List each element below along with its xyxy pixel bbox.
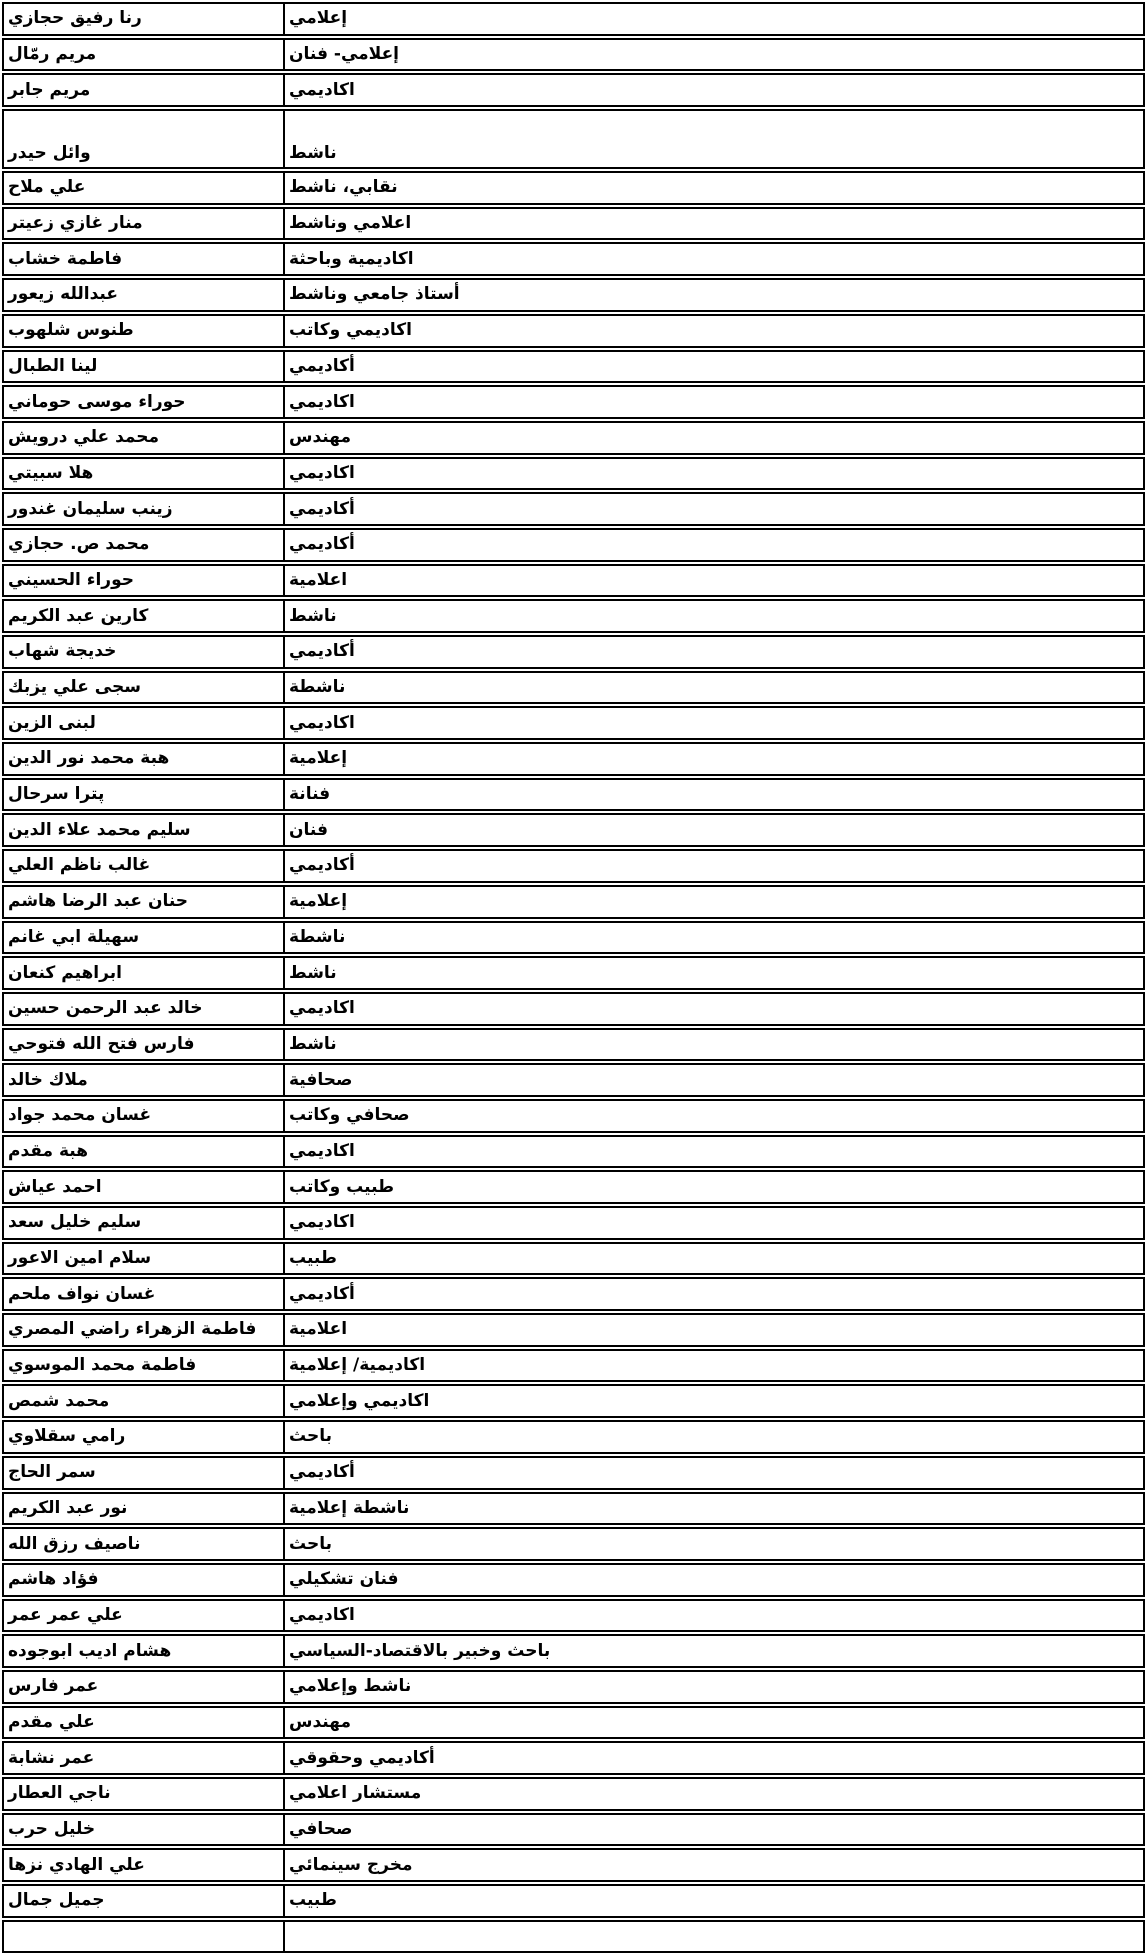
profession-cell: مهندس bbox=[283, 423, 1143, 453]
profession-cell: ناشط bbox=[283, 958, 1143, 988]
table-row bbox=[2, 813, 1145, 847]
table-row bbox=[2, 921, 1145, 955]
name-cell: فاطمة الزهراء راضي المصري bbox=[8, 1319, 257, 1340]
name-cell: علي مقدم bbox=[8, 1711, 95, 1732]
name-cell: حنان عبد الرضا هاشم bbox=[8, 891, 189, 912]
profession-cell: اعلامي وناشط bbox=[283, 209, 1143, 239]
name-cell: سلام امين الاعور bbox=[8, 1248, 152, 1269]
profession-cell: أكاديمي وحقوقي bbox=[283, 1743, 1143, 1773]
table-row bbox=[2, 742, 1145, 776]
table-row bbox=[2, 1420, 1145, 1454]
table-row bbox=[2, 492, 1145, 526]
table-row bbox=[2, 457, 1145, 491]
profession-cell: صحافي bbox=[283, 1815, 1143, 1845]
profession-cell: نقابي، ناشط bbox=[283, 173, 1143, 203]
profession-cell: اكاديمي bbox=[283, 994, 1143, 1024]
table-row bbox=[2, 1527, 1145, 1561]
name-cell: مريم رمّال bbox=[8, 44, 97, 65]
profession-cell: أكاديمي bbox=[283, 851, 1143, 881]
name-cell: هلا سبيتي bbox=[8, 462, 94, 483]
name-cell: حوراء الحسيني bbox=[8, 569, 134, 590]
profession-cell: مخرج سينمائي bbox=[283, 1850, 1143, 1880]
name-cell: فؤاد هاشم bbox=[8, 1569, 99, 1590]
table-row bbox=[2, 314, 1145, 348]
profession-cell: ناشطة إعلامية bbox=[283, 1494, 1143, 1524]
table-row bbox=[2, 350, 1145, 384]
name-cell: ابراهيم كنعان bbox=[8, 962, 122, 983]
name-cell: هشام اديب ابوجوده bbox=[8, 1640, 172, 1661]
table-row bbox=[2, 1277, 1145, 1311]
name-cell: مريم جابر bbox=[8, 79, 91, 100]
name-cell: هبة محمد نور الدين bbox=[8, 748, 170, 769]
profession-cell: باحث bbox=[283, 1422, 1143, 1452]
profession-cell: فنان تشكيلي bbox=[283, 1565, 1143, 1595]
table-row bbox=[2, 599, 1145, 633]
table-row bbox=[2, 1206, 1145, 1240]
name-cell: سليم محمد علاء الدين bbox=[8, 819, 191, 840]
table-row bbox=[2, 1456, 1145, 1490]
table-row bbox=[2, 1741, 1145, 1775]
table-row bbox=[2, 1884, 1145, 1918]
table-row bbox=[2, 1313, 1145, 1347]
name-cell: ناصيف رزق الله bbox=[8, 1533, 141, 1554]
name-cell: خالد عبد الرحمن حسين bbox=[8, 998, 203, 1019]
name-cell: علي ملاح bbox=[8, 177, 86, 198]
profession-cell: مستشار اعلامي bbox=[283, 1779, 1143, 1809]
table-row bbox=[2, 1384, 1145, 1418]
profession-cell: اكاديمي bbox=[283, 1601, 1143, 1631]
name-cell: خليل حرب bbox=[8, 1819, 96, 1840]
name-cell: غسان محمد جواد bbox=[8, 1105, 152, 1126]
table-row bbox=[2, 2, 1145, 36]
name-cell: سمر الحاج bbox=[8, 1462, 96, 1483]
table-row bbox=[2, 885, 1145, 919]
name-cell: جميل جمال bbox=[8, 1890, 105, 1911]
name-cell: محمد ص. حجازي bbox=[8, 534, 150, 555]
profession-cell: اكاديمي bbox=[283, 708, 1143, 738]
table-row bbox=[2, 1848, 1145, 1882]
profession-cell: أكاديمي bbox=[283, 494, 1143, 524]
name-cell: حوراء موسى حوماني bbox=[8, 391, 186, 412]
table-row bbox=[2, 992, 1145, 1026]
table-row bbox=[2, 1063, 1145, 1097]
table-row bbox=[2, 956, 1145, 990]
profession-cell: ناشط وإعلامي bbox=[283, 1672, 1143, 1702]
name-cell: عبدالله زيعور bbox=[8, 284, 118, 305]
profession-cell: طبيب وكاتب bbox=[283, 1172, 1143, 1202]
profession-cell: اكاديمي bbox=[283, 75, 1143, 105]
name-cell: سهيلة ابي غانم bbox=[8, 926, 140, 947]
profession-cell: ناشطة bbox=[283, 673, 1143, 703]
profession-cell: اكاديمي وإعلامي bbox=[283, 1386, 1143, 1416]
profession-cell: ناشطة bbox=[283, 923, 1143, 953]
name-cell: زينب سليمان غندور bbox=[8, 498, 173, 519]
table-row bbox=[2, 1349, 1145, 1383]
profession-cell: إعلامية bbox=[283, 887, 1143, 917]
name-cell: كارين عبد الكريم bbox=[8, 605, 149, 626]
table-row bbox=[2, 528, 1145, 562]
name-cell: فاطمة محمد الموسوي bbox=[8, 1355, 197, 1376]
table-row bbox=[2, 1813, 1145, 1847]
table-row bbox=[2, 1028, 1145, 1062]
table-row bbox=[2, 171, 1145, 205]
name-cell: ناجي العطار bbox=[8, 1783, 111, 1804]
table-row bbox=[2, 1920, 1145, 1953]
name-cell: طنوس شلهوب bbox=[8, 320, 134, 341]
table-row bbox=[2, 1706, 1145, 1740]
name-cell: محمد علي درويش bbox=[8, 427, 160, 448]
profession-cell: إعلامية bbox=[283, 744, 1143, 774]
table-row bbox=[2, 278, 1145, 312]
profession-cell: ناشط bbox=[283, 601, 1143, 631]
table-row bbox=[2, 849, 1145, 883]
name-cell: علي الهادي نزها bbox=[8, 1854, 145, 1875]
profession-cell: اكاديمي bbox=[283, 1137, 1143, 1167]
name-cell: لبنى الزين bbox=[8, 712, 96, 733]
profession-cell: صحافي وكاتب bbox=[283, 1101, 1143, 1131]
profession-cell: طبيب bbox=[283, 1244, 1143, 1274]
table-row bbox=[2, 421, 1145, 455]
profession-cell: إعلامي- فنان bbox=[283, 40, 1143, 70]
table-row bbox=[2, 1099, 1145, 1133]
profession-cell: اكاديمي bbox=[283, 1208, 1143, 1238]
profession-cell: أكاديمي bbox=[283, 1279, 1143, 1309]
table-row bbox=[2, 671, 1145, 705]
name-cell: رنا رفيق حجازي bbox=[8, 8, 142, 29]
name-cell: احمد عياش bbox=[8, 1176, 102, 1197]
table-row bbox=[2, 109, 1145, 169]
profession-cell: أكاديمي bbox=[283, 1458, 1143, 1488]
table-row bbox=[2, 385, 1145, 419]
profession-cell bbox=[283, 1922, 1143, 1952]
profession-cell: ناشط bbox=[283, 1030, 1143, 1060]
name-cell: محمد شمص bbox=[8, 1390, 110, 1411]
name-cell: ملاك خالد bbox=[8, 1069, 88, 1090]
name-cell: علي عمر عمر bbox=[8, 1604, 123, 1625]
table-row bbox=[2, 242, 1145, 276]
profession-cell: اكاديمي bbox=[283, 459, 1143, 489]
table-row bbox=[2, 564, 1145, 598]
profession-cell: طبيب bbox=[283, 1886, 1143, 1916]
profession-cell: اعلامية bbox=[283, 566, 1143, 596]
profession-cell: إعلامي bbox=[283, 4, 1143, 34]
table-row bbox=[2, 1599, 1145, 1633]
table-row bbox=[2, 1777, 1145, 1811]
name-cell: عمر فارس bbox=[8, 1676, 99, 1697]
profession-cell: أكاديمي bbox=[283, 530, 1143, 560]
table-row bbox=[2, 706, 1145, 740]
table-row bbox=[2, 207, 1145, 241]
table-row bbox=[2, 1492, 1145, 1526]
profession-cell: اكاديمي bbox=[283, 387, 1143, 417]
name-cell: سجى علي يزبك bbox=[8, 677, 141, 698]
table-row bbox=[2, 1634, 1145, 1668]
profession-cell: اكاديمية/ إعلامية bbox=[283, 1351, 1143, 1381]
profession-cell: اكاديمية وباحثة bbox=[283, 244, 1143, 274]
profession-cell: أستاذ جامعي وناشط bbox=[283, 280, 1143, 310]
name-cell bbox=[4, 1922, 283, 1952]
name-cell: عمر نشابة bbox=[8, 1747, 95, 1768]
profession-cell: أكاديمي bbox=[283, 637, 1143, 667]
profession-cell: باحث وخبير بالاقتصاد-السياسي bbox=[283, 1636, 1143, 1666]
table-row bbox=[2, 1135, 1145, 1169]
name-cell: رامي سقلاوي bbox=[8, 1426, 126, 1447]
name-cell: پترا سرحال bbox=[8, 784, 105, 805]
profession-cell: اكاديمي وكاتب bbox=[283, 316, 1143, 346]
table-row bbox=[2, 1170, 1145, 1204]
profession-cell: صحافية bbox=[283, 1065, 1143, 1095]
profession-cell: فنان bbox=[283, 815, 1143, 845]
table-row bbox=[2, 635, 1145, 669]
profession-cell: مهندس bbox=[283, 1708, 1143, 1738]
table-row bbox=[2, 1670, 1145, 1704]
name-cell: وائل حيدر bbox=[8, 143, 91, 164]
table-row bbox=[2, 778, 1145, 812]
table-row bbox=[2, 38, 1145, 72]
profession-cell: اعلامية bbox=[283, 1315, 1143, 1345]
table-row bbox=[2, 1563, 1145, 1597]
table-row bbox=[2, 1242, 1145, 1276]
name-cell: فارس فتح الله فتوحي bbox=[8, 1033, 195, 1054]
name-cell: هبة مقدم bbox=[8, 1140, 88, 1161]
profession-cell: باحث bbox=[283, 1529, 1143, 1559]
name-cell: منار غازي زعيتر bbox=[8, 213, 143, 234]
name-cell: فاطمة خشاب bbox=[8, 248, 123, 269]
profession-cell: أكاديمي bbox=[283, 352, 1143, 382]
name-cell: نور عبد الكريم bbox=[8, 1497, 128, 1518]
name-cell: سليم خليل سعد bbox=[8, 1212, 142, 1233]
name-cell: غسان نواف ملحم bbox=[8, 1283, 156, 1304]
profession-cell: فنانة bbox=[283, 780, 1143, 810]
table-row bbox=[2, 73, 1145, 107]
name-cell: لينا الطبال bbox=[8, 355, 98, 376]
name-cell: خديجة شهاب bbox=[8, 641, 117, 662]
name-cell: غالب ناظم العلي bbox=[8, 855, 151, 876]
profession-cell: ناشط bbox=[283, 111, 1143, 167]
